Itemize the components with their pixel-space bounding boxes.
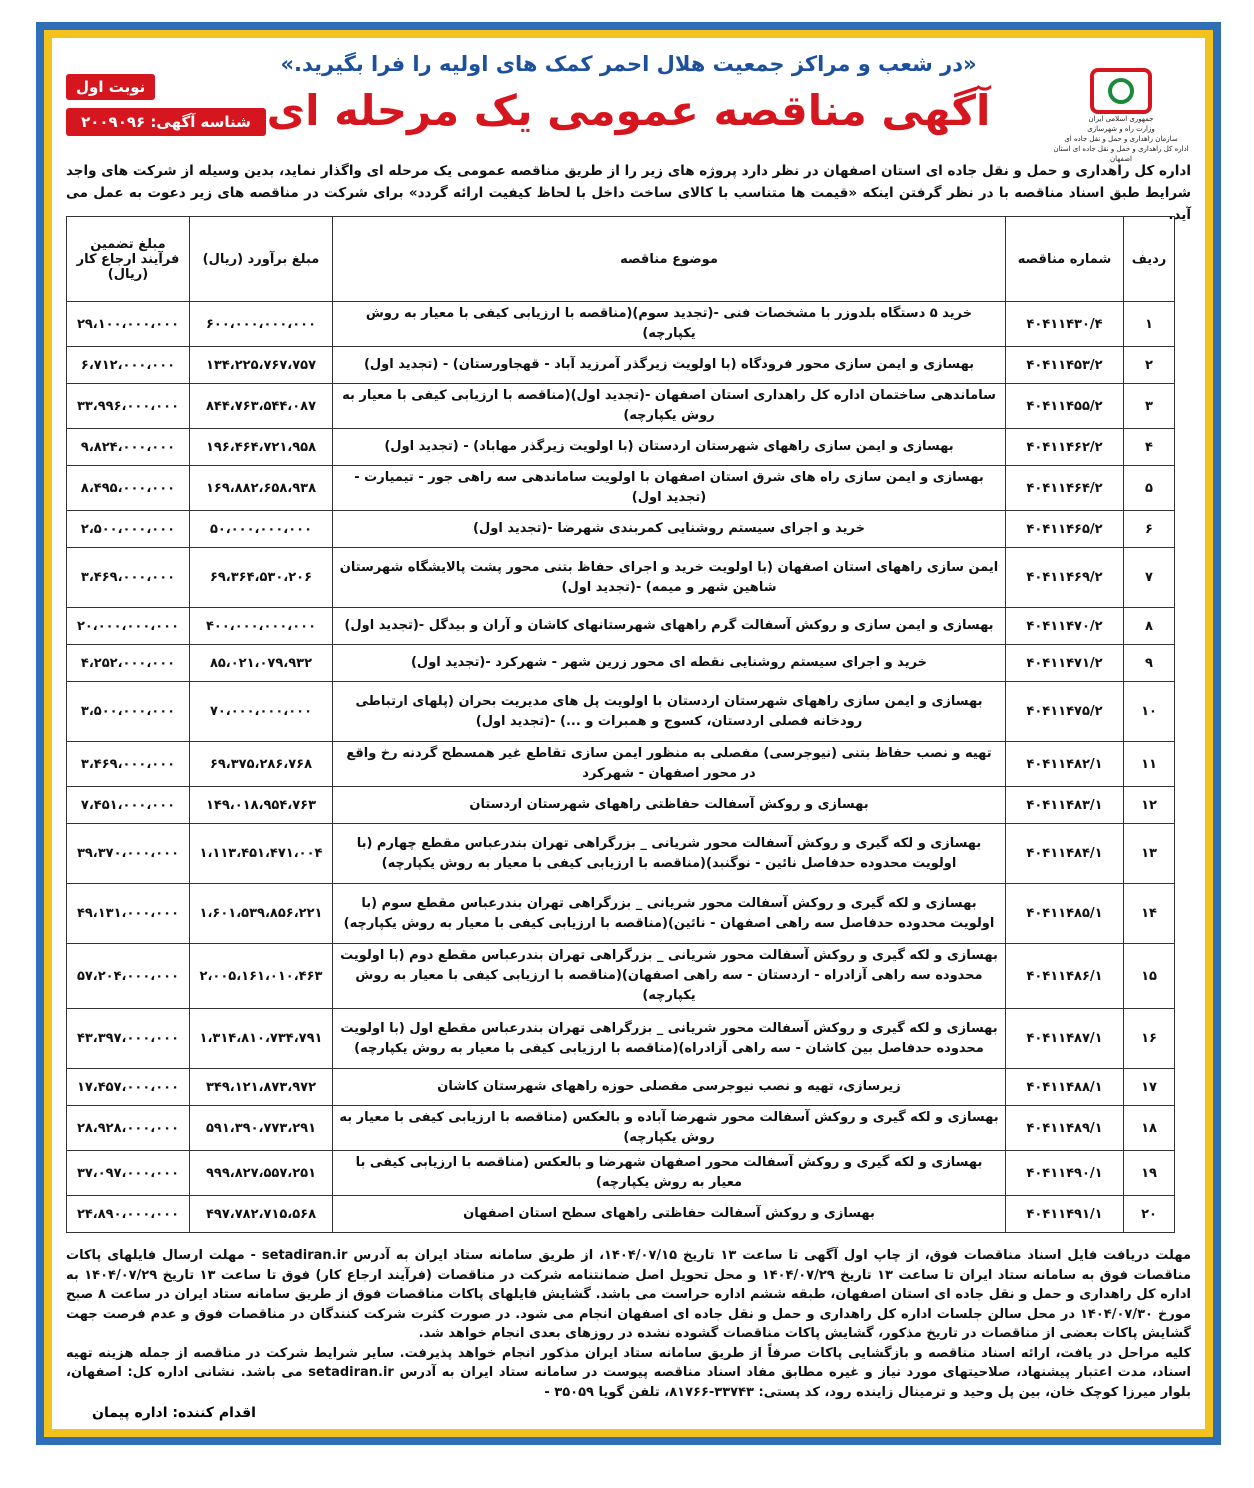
cell-tender-number: ۴۰۴۱۱۴۸۵/۱ [1006, 884, 1124, 944]
cell-guarantee: ۳،۵۰۰،۰۰۰،۰۰۰ [67, 682, 190, 742]
cell-subject: بهسازی و لکه گیری و روکش آسفالت محور اصفهان شهرضا و بالعکس (مناقصه با ارزیابی کیفی با معیار به روش یکپارچه) [333, 1151, 1006, 1196]
cell-estimate: ۱،۱۱۳،۴۵۱،۴۷۱،۰۰۴ [190, 824, 333, 884]
cell-subject: بهسازی و ایمن سازی محور فرودگاه (با اولویت زیرگذر آمرزید آباد - قهجاورستان) - (تجدید اول) [333, 347, 1006, 384]
table-row [67, 548, 1175, 608]
logo-line-3: سازمان راهداری و حمل و نقل جاده ای [1064, 135, 1178, 143]
cell-tender-number: ۴۰۴۱۱۴۸۶/۱ [1006, 944, 1124, 1009]
cell-tender-number: ۴۰۴۱۱۴۵۵/۲ [1006, 384, 1124, 429]
cell-subject: بهسازی و روکش آسفالت حفاظتی راههای شهرستان اردستان [333, 787, 1006, 824]
cell-row-number: ۱ [1124, 302, 1175, 347]
cell-row-number: ۹ [1124, 645, 1175, 682]
cell-estimate: ۶۹،۳۷۵،۲۸۶،۷۶۸ [190, 742, 333, 787]
cell-row-number: ۱۶ [1124, 1009, 1175, 1069]
ad-paper [52, 38, 1205, 1429]
footer-text [66, 1246, 1191, 1402]
cell-tender-number: ۴۰۴۱۱۴۶۹/۲ [1006, 548, 1124, 608]
cell-guarantee: ۵۷،۲۰۴،۰۰۰،۰۰۰ [67, 944, 190, 1009]
cell-guarantee: ۲۴،۸۹۰،۰۰۰،۰۰۰ [67, 1196, 190, 1233]
cell-estimate: ۳۴۹،۱۲۱،۸۷۳،۹۷۲ [190, 1069, 333, 1106]
ad-id-badge: شناسه آگهی: ۲۰۰۹۰۹۶ [66, 108, 266, 136]
cell-row-number: ۲۰ [1124, 1196, 1175, 1233]
cell-tender-number: ۴۰۴۱۱۴۵۳/۲ [1006, 347, 1124, 384]
cell-subject: بهسازی و ایمن سازی و روکش آسفالت گرم راههای شهرستانهای کاشان و آران و بیدگل -(تجدید اول) [333, 608, 1006, 645]
cell-row-number: ۸ [1124, 608, 1175, 645]
cell-subject: بهسازی و لکه گیری و روکش آسفالت محور شریانی _ بزرگراهی تهران بندرعباس مقطع دوم (با اولویت محدوده سه راهی آزادراه - اردستان - سه راهی اصفهان)(مناقصه با ارزیابی کیفی با معیار به روش یکپارچه) [333, 944, 1006, 1009]
cell-subject: بهسازی و لکه گیری و روکش آسفالت محور شریانی _ بزرگراهی تهران بندرعباس مقطع اول (با اولویت محدوده حدفاصل بین کاشان - سه راهی آزادراه)(مناقصه با ارزیابی کیفی با معیار به روش یکپارچه) [333, 1009, 1006, 1069]
cell-guarantee: ۲۰،۰۰۰،۰۰۰،۰۰۰ [67, 608, 190, 645]
cell-row-number: ۴ [1124, 429, 1175, 466]
cell-row-number: ۱۱ [1124, 742, 1175, 787]
cell-subject: بهسازی و ایمن سازی راههای شهرستان اردستان (با اولویت زیرگذر مهاباد) - (تجدید اول) [333, 429, 1006, 466]
cell-guarantee: ۴،۲۵۲،۰۰۰،۰۰۰ [67, 645, 190, 682]
table-row [67, 645, 1175, 682]
cell-subject: تهیه و نصب حفاظ بتنی (نیوجرسی) مفصلی به منظور ایمن سازی تقاطع غیر همسطح گردنه رخ واقع در محور اصفهان - شهرکرد [333, 742, 1006, 787]
table-header-row [67, 217, 1175, 302]
cell-subject: زیرسازی، تهیه و نصب نیوجرسی مفصلی حوزه راههای شهرستان کاشان [333, 1069, 1006, 1106]
footer-paragraph-2: کلیه مراحل در یافت، ارائه اسناد مناقصه و بازگشایی پاکات صرفاً از طریق سامانه ستاد ایران مذکور انجام خواهد پذیرفت. سایر شرایط شرکت در مناقصه از جمله هزینه تهیه اسناد، مدت اعتبار پیشنهاد، صلاحیتهای مورد نیاز و غیره مطابق مفاد اسناد مناقصه پیوست در سامانه ستاد ایران به آدرس setadiran.ir می باشد. نشانی اداره کل: اصفهان، بلوار میرزا کوچک خان، بین پل وحید و ترمینال زاینده رود، کد پستی: ۳۳۷۴۳-۸۱۷۶۶، تلفن گویا ۳۵۰۵۹ - [66, 1345, 1192, 1400]
header-guarantee: مبلغ تضمین فرآیند ارجاع کار (ریال) [67, 217, 190, 302]
cell-row-number: ۳ [1124, 384, 1175, 429]
cell-row-number: ۱۷ [1124, 1069, 1175, 1106]
cell-tender-number: ۴۰۴۱۱۴۶۲/۲ [1006, 429, 1124, 466]
cell-estimate: ۱۹۶،۴۶۴،۷۲۱،۹۵۸ [190, 429, 333, 466]
ad-yellow-border [44, 30, 1213, 1437]
table-row [67, 682, 1175, 742]
cell-subject: بهسازی و ایمن سازی راه های شرق استان اصفهان با اولویت ساماندهی سه راهی جور - تیمیارت -(تجدید اول) [333, 466, 1006, 511]
table-row [67, 1009, 1175, 1069]
logo-line-2: وزارت راه و شهرسازی [1087, 125, 1155, 133]
cell-estimate: ۹۹۹،۸۲۷،۵۵۷،۲۵۱ [190, 1151, 333, 1196]
cell-subject: بهسازی و روکش آسفالت حفاظتی راههای سطح استان اصفهان [333, 1196, 1006, 1233]
cell-tender-number: ۴۰۴۱۱۴۸۹/۱ [1006, 1106, 1124, 1151]
cell-estimate: ۱۳۴،۲۲۵،۷۶۷،۷۵۷ [190, 347, 333, 384]
cell-estimate: ۲،۰۰۵،۱۶۱،۰۱۰،۴۶۳ [190, 944, 333, 1009]
cell-estimate: ۸۴۴،۷۶۳،۵۴۴،۰۸۷ [190, 384, 333, 429]
cell-subject: بهسازی و ایمن سازی راههای شهرستان اردستان با اولویت پل های مدیریت بحران (پلهای ارتباطی رودخانه فصلی اردستان، کسوج و همبرات و ...) -(تجدید اول) [333, 682, 1006, 742]
slogan: «در شعب و مراکز جمعیت هلال احمر کمک های اولیه را فرا بگیرید.» [280, 52, 977, 76]
cell-estimate: ۷۰،۰۰۰،۰۰۰،۰۰۰ [190, 682, 333, 742]
cell-estimate: ۸۵،۰۲۱،۰۷۹،۹۳۲ [190, 645, 333, 682]
cell-tender-number: ۴۰۴۱۱۴۸۲/۱ [1006, 742, 1124, 787]
ad-outer-frame [36, 22, 1221, 1445]
cell-subject: ایمن سازی راههای استان اصفهان (با اولویت خرید و اجرای حفاظ بتنی محور پشت پالایشگاه شهرستان شاهین شهر و میمه) -(تجدید اول) [333, 548, 1006, 608]
cell-guarantee: ۶،۷۱۲،۰۰۰،۰۰۰ [67, 347, 190, 384]
table-row [67, 511, 1175, 548]
table-row [67, 1069, 1175, 1106]
cell-guarantee: ۸،۴۹۵،۰۰۰،۰۰۰ [67, 466, 190, 511]
cell-tender-number: ۴۰۴۱۱۴۹۰/۱ [1006, 1151, 1124, 1196]
cell-guarantee: ۳،۴۶۹،۰۰۰،۰۰۰ [67, 742, 190, 787]
table-row [67, 944, 1175, 1009]
table-row [67, 824, 1175, 884]
cell-estimate: ۱۴۹،۰۱۸،۹۵۴،۷۶۳ [190, 787, 333, 824]
table-row [67, 1106, 1175, 1151]
cell-estimate: ۵۰،۰۰۰،۰۰۰،۰۰۰ [190, 511, 333, 548]
cell-tender-number: ۴۰۴۱۱۴۶۴/۲ [1006, 466, 1124, 511]
cell-estimate: ۴۹۷،۷۸۲،۷۱۵،۵۶۸ [190, 1196, 333, 1233]
table-row [67, 787, 1175, 824]
cell-guarantee: ۴۹،۱۳۱،۰۰۰،۰۰۰ [67, 884, 190, 944]
cell-guarantee: ۷،۴۵۱،۰۰۰،۰۰۰ [67, 787, 190, 824]
tenders-table-body [67, 302, 1175, 1233]
cell-tender-number: ۴۰۴۱۱۴۹۱/۱ [1006, 1196, 1124, 1233]
table-row [67, 742, 1175, 787]
round-badge: نوبت اول [66, 74, 155, 100]
logo-line-4: اداره کل راهداری و حمل و نقل جاده ای استان اصفهان [1053, 145, 1189, 163]
header-tender-number: شماره مناقصه [1006, 217, 1124, 302]
page-title: آگهی مناقصه عمومی یک مرحله ای [266, 86, 991, 135]
cell-subject: ساماندهی ساختمان اداره کل راهداری استان اصفهان -(تجدید اول)(مناقصه با ارزیابی کیفی با معیار به روش یکپارچه) [333, 384, 1006, 429]
cell-tender-number: ۴۰۴۱۱۴۷۰/۲ [1006, 608, 1124, 645]
cell-row-number: ۱۵ [1124, 944, 1175, 1009]
table-row [67, 466, 1175, 511]
cell-guarantee: ۱۷،۴۵۷،۰۰۰،۰۰۰ [67, 1069, 190, 1106]
footer-paragraph-1: مهلت دریافت فایل اسناد مناقصات فوق، از چاپ اول آگهی تا ساعت ۱۳ تاریخ ۱۴۰۴/۰۷/۱۵، از طریق سامانه ستاد ایران به آدرس setadiran.ir - مهلت ارسال فایلهای پاکات مناقصات فوق به سامانه ستاد ایران تا ساعت ۱۳ تاریخ ۱۴۰۴/۰۷/۲۹ و محل تحویل اصل ضمانتنامه شرکت در مناقصات (فرآیند ارجاع کار) فوق تا ساعت ۱۳ تاریخ ۱۴۰۴/۰۷/۲۹ به اداره کل راهداری و حمل و نقل جاده ای استان اصفهان، طبقه ششم اداره حراست می باشد. گشایش فایلهای پاکات مناقصات فوق از طریق سامانه ستاد ایران در ساعت ۸ صبح مورخ ۱۴۰۴/۰۷/۳۰ در محل سالن جلسات اداره کل راهداری و حمل و نقل جاده ای اصفهان انجام می شود. در صورت کثرت شرکت کنندگان در مناقصات فوق و عدم فرصت جهت گشایش پاکات بعضی از مناقصات در تاریخ مذکور، گشایش پاکات مناقصات گشوده نشده در روزهای بعدی انجام خواهد شد. [66, 1248, 1192, 1341]
cell-guarantee: ۲۹،۱۰۰،۰۰۰،۰۰۰ [67, 302, 190, 347]
cell-estimate: ۱،۳۱۴،۸۱۰،۷۳۴،۷۹۱ [190, 1009, 333, 1069]
cell-row-number: ۶ [1124, 511, 1175, 548]
cell-subject: خرید و اجرای سیستم روشنایی کمربندی شهرضا -(تجدید اول) [333, 511, 1006, 548]
cell-tender-number: ۴۰۴۱۱۴۷۵/۲ [1006, 682, 1124, 742]
cell-row-number: ۵ [1124, 466, 1175, 511]
cell-subject: بهسازی و لکه گیری و روکش آسفالت محور شهرضا آباده و بالعکس (مناقصه با ارزیابی کیفی با معیار به روش یکپارچه) [333, 1106, 1006, 1151]
cell-row-number: ۱۹ [1124, 1151, 1175, 1196]
cell-tender-number: ۴۰۴۱۱۴۳۰/۴ [1006, 302, 1124, 347]
cell-subject: بهسازی و لکه گیری و روکش آسفالت محور شریانی _ بزرگراهی تهران بندرعباس مقطع چهارم (با اولویت محدوده حدفاصل نائین - نوگنبد)(مناقصه با ارزیابی کیفی با معیار به روش یکپارچه) [333, 824, 1006, 884]
ad-badges [66, 74, 266, 136]
cell-tender-number: ۴۰۴۱۱۴۸۷/۱ [1006, 1009, 1124, 1069]
cell-tender-number: ۴۰۴۱۱۴۸۸/۱ [1006, 1069, 1124, 1106]
table-row [67, 384, 1175, 429]
cell-row-number: ۱۴ [1124, 884, 1175, 944]
cell-tender-number: ۴۰۴۱۱۴۸۳/۱ [1006, 787, 1124, 824]
cell-tender-number: ۴۰۴۱۱۴۷۱/۲ [1006, 645, 1124, 682]
cell-estimate: ۱،۶۰۱،۵۳۹،۸۵۶،۲۲۱ [190, 884, 333, 944]
table-row [67, 302, 1175, 347]
cell-estimate: ۱۶۹،۸۸۲،۶۵۸،۹۳۸ [190, 466, 333, 511]
cell-guarantee: ۳۳،۹۹۶،۰۰۰،۰۰۰ [67, 384, 190, 429]
table-row [67, 347, 1175, 384]
table-row [67, 884, 1175, 944]
cell-guarantee: ۳۷،۰۹۷،۰۰۰،۰۰۰ [67, 1151, 190, 1196]
cell-estimate: ۵۹۱،۳۹۰،۷۷۳،۲۹۱ [190, 1106, 333, 1151]
table-row [67, 1196, 1175, 1233]
cell-guarantee: ۳،۴۶۹،۰۰۰،۰۰۰ [67, 548, 190, 608]
cell-estimate: ۴۰۰،۰۰۰،۰۰۰،۰۰۰ [190, 608, 333, 645]
cell-subject: خرید و اجرای سیستم روشنایی نقطه ای محور زرین شهر - شهرکرد -(تجدید اول) [333, 645, 1006, 682]
cell-subject: خرید ۵ دستگاه بلدوزر با مشخصات فنی -(تجدید سوم)(مناقصه با ارزیابی کیفی با معیار به روش یکپارچه) [333, 302, 1006, 347]
header-subject: موضوع مناقصه [333, 217, 1006, 302]
cell-row-number: ۱۸ [1124, 1106, 1175, 1151]
header-row-number: ردیف [1124, 217, 1175, 302]
signer: اقدام کننده: اداره پیمان [92, 1405, 256, 1421]
cell-subject: بهسازی و لکه گیری و روکش آسفالت محور شریانی _ بزرگراهی تهران بندرعباس مقطع سوم (با اولویت محدوده حدفاصل سه راهی اصفهان - نائین)(مناقصه با ارزیابی کیفی با معیار به روش یکپارچه) [333, 884, 1006, 944]
logo-line-1: جمهوری اسلامی ایران [1088, 115, 1154, 123]
table-row [67, 1151, 1175, 1196]
cell-row-number: ۲ [1124, 347, 1175, 384]
cell-tender-number: ۴۰۴۱۱۴۶۵/۲ [1006, 511, 1124, 548]
cell-row-number: ۱۰ [1124, 682, 1175, 742]
cell-tender-number: ۴۰۴۱۱۴۸۴/۱ [1006, 824, 1124, 884]
cell-row-number: ۷ [1124, 548, 1175, 608]
cell-estimate: ۶۰۰،۰۰۰،۰۰۰،۰۰۰ [190, 302, 333, 347]
table-row [67, 608, 1175, 645]
cell-guarantee: ۹،۸۲۴،۰۰۰،۰۰۰ [67, 429, 190, 466]
table-row [67, 429, 1175, 466]
tenders-table [66, 216, 1175, 1233]
cell-row-number: ۱۳ [1124, 824, 1175, 884]
intro-text: اداره کل راهداری و حمل و نقل جاده ای استان اصفهان در نظر دارد پروژه های زیر را از طریق مناقصه عمومی یک مرحله ای واگذار نماید، بدین وسیله از شرکت های واجد شرایط طبق اسناد مناقصه با در نظر گرفتن اینکه «قیمت ها متناسب با کالای ساخت داخل با لحاظ کیفیت ارائه گردد» برای شرکت در مناقصه های زیر دعوت به عمل می آید. [66, 163, 1191, 223]
cell-guarantee: ۲۸،۹۲۸،۰۰۰،۰۰۰ [67, 1106, 190, 1151]
cell-guarantee: ۳۹،۳۷۰،۰۰۰،۰۰۰ [67, 824, 190, 884]
cell-guarantee: ۲،۵۰۰،۰۰۰،۰۰۰ [67, 511, 190, 548]
road-ministry-logo-icon [1090, 68, 1152, 114]
cell-guarantee: ۴۳،۳۹۷،۰۰۰،۰۰۰ [67, 1009, 190, 1069]
header-estimate: مبلغ برآورد (ریال) [190, 217, 333, 302]
cell-row-number: ۱۲ [1124, 787, 1175, 824]
organization-logo [1051, 68, 1191, 164]
cell-estimate: ۶۹،۳۶۴،۵۳۰،۲۰۶ [190, 548, 333, 608]
